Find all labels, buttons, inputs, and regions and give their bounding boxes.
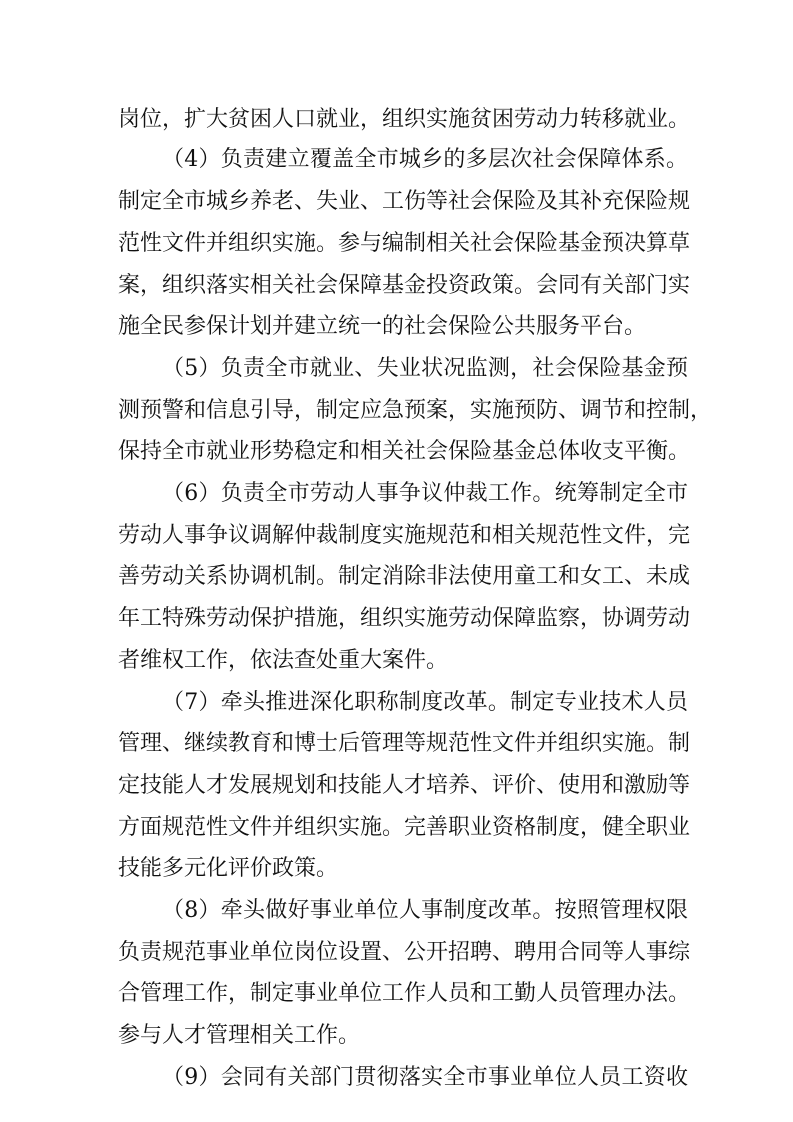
text-line: 合管理工作，制定事业单位工作人员和工勤人员管理办法。 bbox=[118, 981, 691, 1006]
text-line: （6）负责全市劳动人事争议仲裁工作。统筹制定全市 bbox=[162, 481, 688, 506]
text-line: 施全民参保计划并建立统一的社会保险公共服务平台。 bbox=[118, 314, 647, 339]
text-line: 技能多元化评价政策。 bbox=[118, 856, 339, 881]
text-line: 测预警和信息引导，制定应急预案，实施预防、调节和控制， bbox=[118, 398, 713, 423]
text-line: 劳动人事争议调解仲裁制度实施规范和相关规范性文件，完 bbox=[118, 523, 691, 548]
text-line: （4）负责建立覆盖全市城乡的多层次社会保障体系。 bbox=[162, 147, 688, 172]
text-line: （5）负责全市就业、失业状况监测，社会保险基金预 bbox=[162, 356, 688, 381]
text-line: （8）牵头做好事业单位人事制度改革。按照管理权限 bbox=[162, 898, 688, 923]
text-line: 年工特殊劳动保护措施，组织实施劳动保障监察，协调劳动 bbox=[118, 606, 691, 631]
text-line: 善劳动关系协调机制。制定消除非法使用童工和女工、未成 bbox=[118, 564, 691, 589]
text-line: 保持全市就业形势稳定和相关社会保险基金总体收支平衡。 bbox=[118, 439, 691, 464]
text-line: 制定全市城乡养老、失业、工伤等社会保险及其补充保险规 bbox=[118, 189, 691, 214]
text-line: 参与人才管理相关工作。 bbox=[118, 1023, 361, 1048]
text-line: 管理、继续教育和博士后管理等规范性文件并组织实施。制 bbox=[118, 731, 691, 756]
text-line: 定技能人才发展规划和技能人才培养、评价、使用和激励等 bbox=[118, 773, 691, 798]
text-line: 案，组织落实相关社会保障基金投资政策。会同有关部门实 bbox=[118, 273, 691, 298]
text-line: 者维权工作，依法查处重大案件。 bbox=[118, 648, 449, 673]
text-line: 方面规范性文件并组织实施。完善职业资格制度，健全职业 bbox=[118, 815, 691, 840]
text-line: 岗位，扩大贫困人口就业，组织实施贫困劳动力转移就业。 bbox=[118, 107, 691, 132]
text-line: 范性文件并组织实施。参与编制相关社会保险基金预决算草 bbox=[118, 231, 691, 256]
text-line: （9）会同有关部门贯彻落实全市事业单位人员工资收 bbox=[162, 1065, 688, 1090]
text-line: （7）牵头推进深化职称制度改革。制定专业技术人员 bbox=[162, 690, 688, 715]
text-line: 负责规范事业单位岗位设置、公开招聘、聘用合同等人事综 bbox=[118, 940, 691, 965]
